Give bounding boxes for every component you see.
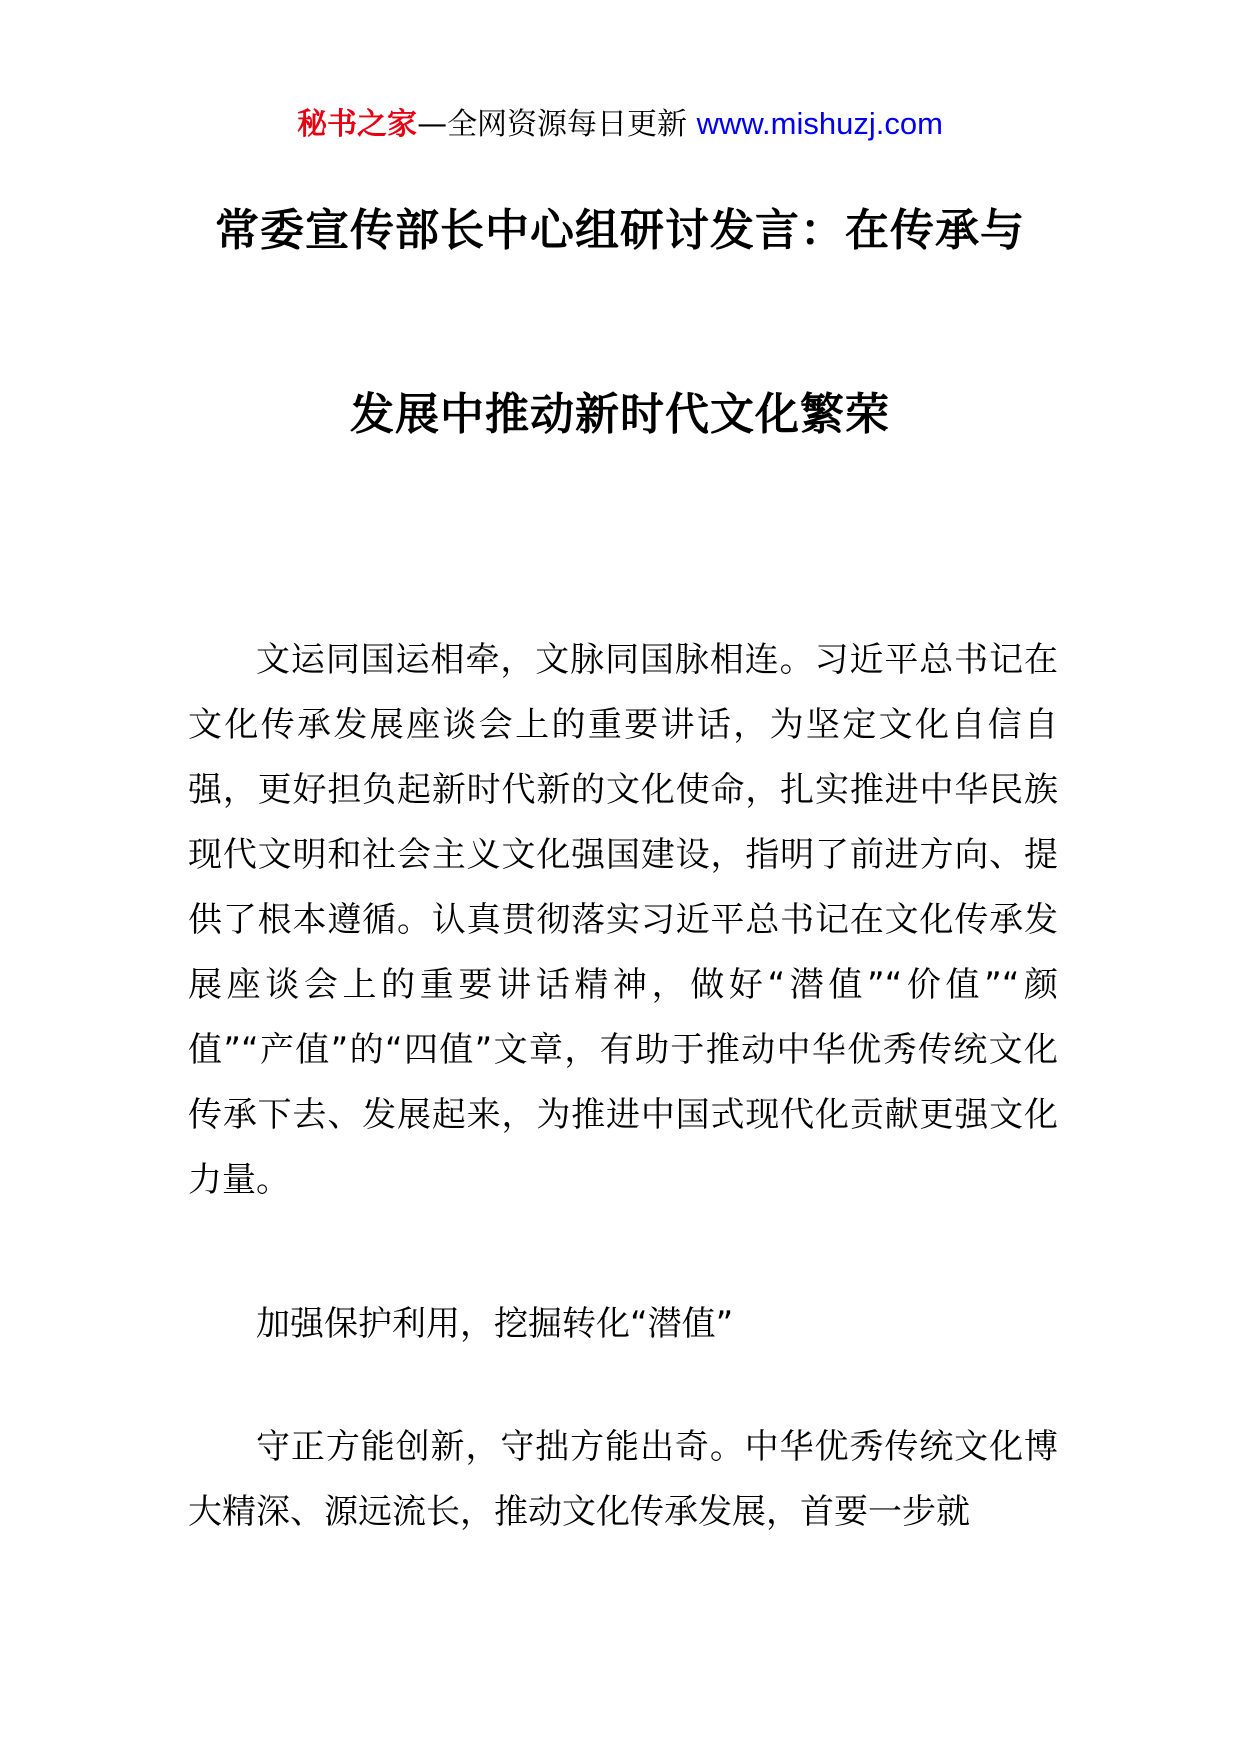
document-title-line-2: 发展中推动新时代文化繁荣 <box>350 389 890 440</box>
body-paragraph-2: 守正方能创新，守拙方能出奇。中华优秀传统文化博大精深、源远流长，推动文化传承发展，首要一步就 <box>188 1427 1058 1532</box>
document-title-line-1: 常委宣传部长中心组研讨发言：在传承与 <box>215 205 1025 256</box>
site-url-link[interactable]: www.mishuzj.com <box>696 106 943 141</box>
section-heading-1: 加强保护利用，挖掘转化“潜值” <box>256 1304 734 1344</box>
site-header <box>0 104 1240 145</box>
site-brand: 秘书之家 <box>297 107 418 142</box>
body-paragraph-1: 文运同国运相牵，文脉同国脉相连。习近平总书记在文化传承发展座谈会上的重要讲话，为坚定文化自信自强，更好担负起新时代新的文化使命，扎实推进中华民族现代文明和社会主义文化强国建设，指明了前进方向、提供了根本遵循。认真贯彻落实习近平总书记在文化传承发展座谈会上的重要讲话精神，做好“潜值”“价值”“颜值”“产值”的“四值”文章，有助于推动中华优秀传统文化传承下去、发展起来，为推进中国式现代化贡献更强文化力量。 <box>188 640 1058 1200</box>
site-tagline: —全网资源每日更新 <box>417 107 697 142</box>
